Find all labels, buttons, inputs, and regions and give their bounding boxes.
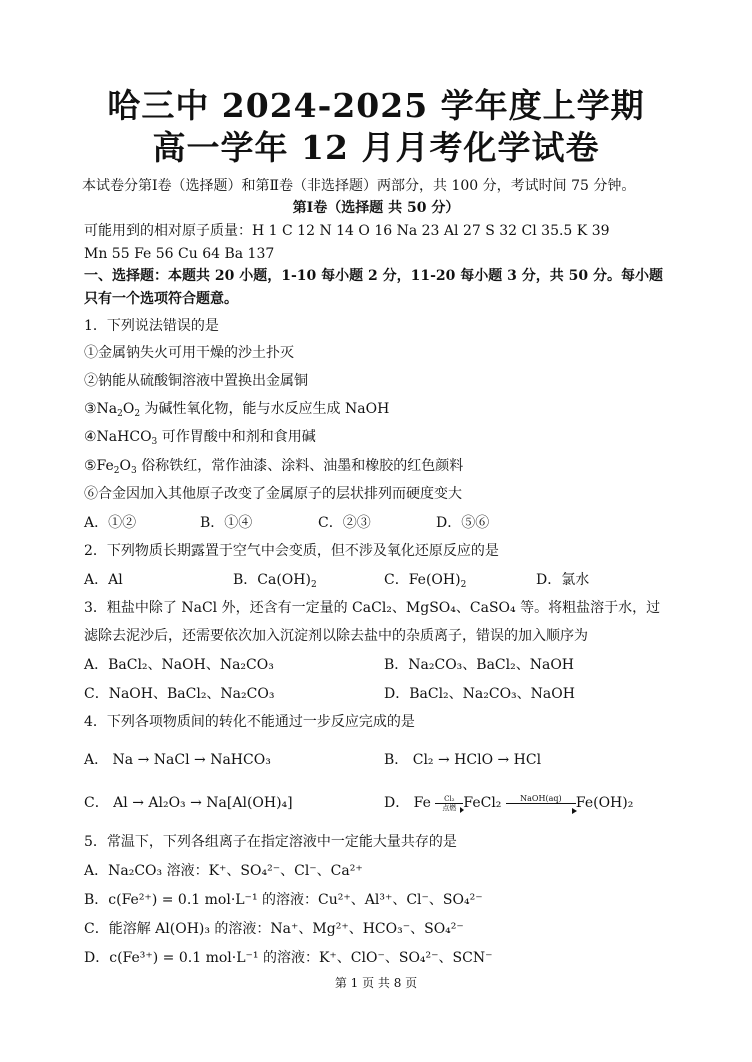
q1-s3-b: O — [122, 401, 135, 417]
q5-option-d: D．c(Fe³⁺) = 0.1 mol·L⁻¹ 的溶液：K⁺、ClO⁻、SO₄²⁻、SCN⁻ — [84, 950, 493, 966]
q4-option-c: C． Al → Al₂O₃ → Na[Al(OH)₄] — [84, 795, 293, 811]
q5-option-c: C．能溶解 Al(OH)₃ 的溶液：Na⁺、Mg²⁺、HCO₃⁻、SO₄²⁻ — [84, 921, 464, 937]
q3-option-d: D．BaCl₂、Na₂CO₃、NaOH — [384, 686, 575, 702]
reaction-arrow-icon — [506, 794, 576, 813]
atomic-masses-line1: 可能用到的相对原子质量：H 1 C 12 N 14 O 16 Na 23 Al 27 S 32 Cl 35.5 K 39 — [84, 223, 610, 239]
title-part-2: 试卷 — [531, 128, 600, 167]
q1-stem: 1．下列说法错误的是 — [84, 318, 219, 334]
q2-option-d: D．氯水 — [536, 572, 590, 588]
q1-statement-3: $③Na_2O_2$ 为碱性氧化物，能与水反应生成 NaOH — [84, 401, 390, 419]
title-subject: 化学 — [463, 128, 532, 167]
q3-stem-line2: 滤除去泥沙后，还需要依次加入沉淀剂以除去盐中的杂质离子，错误的加入顺序为 — [84, 628, 588, 644]
q1-s5-a: ⑤Fe — [84, 458, 114, 474]
q1-s3-a: ③Na — [84, 401, 118, 417]
section-heading: 第Ⅰ卷（选择题 共 50 分） — [292, 200, 460, 216]
q4-stem: 4．下列各项物质间的转化不能通过一步反应完成的是 — [84, 714, 415, 730]
q1-option-c: C．②③ — [318, 515, 371, 531]
q1-statement-4: ④NaHCO$_3$ 可作胃酸中和剂和食用碱 — [84, 429, 316, 447]
q1-statement-1: ①金属钠失火可用干燥的沙土扑灭 — [84, 345, 294, 361]
q4-d-end: Fe(OH)₂ — [575, 795, 634, 811]
q4-d-cond1-top: Cl₂ — [444, 794, 455, 803]
q1-s5-c: 俗称铁红，常作油漆、涂料、油墨和橡胶的红色颜料 — [136, 458, 464, 474]
q1-statement-6: ⑥合金因加入其他原子改变了金属原子的层状排列而硬度变大 — [84, 486, 462, 502]
q4-option-a: A． Na → NaCl → NaHCO₃ — [84, 752, 271, 768]
part1-instructions-line2: 只有一个选项符合题意。 — [84, 291, 238, 307]
q1-s4-b: 可作胃酸中和剂和食用碱 — [157, 429, 316, 445]
exam-title-line2 — [0, 128, 752, 168]
q2-option-a: A．Al — [84, 572, 123, 588]
q1-option-d: D．⑤⑥ — [436, 515, 490, 531]
q4-option-d — [384, 793, 633, 813]
part1-instructions-line1: 一、选择题：本题共 20 小题，1-10 每小题 2 分，11-20 每小题 3 分，共 50 分。每小题 — [84, 268, 663, 284]
q3-option-a: A．BaCl₂、NaOH、Na₂CO₃ — [84, 657, 274, 673]
page-footer: 第 1 页 共 8 页 — [334, 976, 418, 990]
exam-title-line1: 哈三中 2024-2025 学年度上学期 — [107, 86, 645, 125]
q1-statement-5: $⑤Fe_2O_3$ 俗称铁红，常作油漆、涂料、油墨和橡胶的红色颜料 — [84, 458, 464, 476]
q1-option-b: B．①④ — [200, 515, 253, 531]
q5-option-a: A．Na₂CO₃ 溶液：K⁺、SO₄²⁻、Cl⁻、Ca²⁺ — [84, 863, 363, 879]
q5-option-b: B．c(Fe²⁺) = 0.1 mol·L⁻¹ 的溶液：Cu²⁺、Al³⁺、Cl⁻、SO₄²⁻ — [84, 892, 483, 908]
q4-option-b: B． Cl₂ → HClO → HCl — [384, 752, 542, 768]
exam-intro: 本试卷分第Ⅰ卷（选择题）和第Ⅱ卷（非选择题）两部分，共 100 分，考试时间 75 分钟。 — [82, 178, 636, 194]
q3-option-c: C．NaOH、BaCl₂、Na₂CO₃ — [84, 686, 275, 702]
q3-option-b: B．Na₂CO₃、BaCl₂、NaOH — [384, 657, 575, 673]
q4-d-middle: FeCl₂ — [463, 795, 502, 811]
q5-stem: 5．常温下，下列各组离子在指定溶液中一定能大量共存的是 — [84, 834, 457, 850]
q2-stem: 2．下列物质长期露置于空气中会变质，但不涉及氧化还原反应的是 — [84, 543, 499, 559]
q3-stem-line1: 3．粗盐中除了 NaCl 外，还含有一定量的 CaCl₂、MgSO₄、CaSO₄ 等。将粗盐溶于水，过 — [84, 600, 661, 616]
q1-s5-b: O — [119, 458, 132, 474]
title-part-1: 高一学年 12 月月考 — [152, 128, 464, 167]
q2-option-b-text: B．Ca(OH) — [233, 572, 311, 588]
q2-option-b: B．$Ca(OH)_2$ — [233, 572, 317, 590]
q4-d-start: D． Fe — [384, 795, 431, 811]
q4-d-cond1-bottom: 点燃 — [442, 803, 457, 812]
q2-option-c: C．$Fe(OH)_2$ — [384, 572, 467, 590]
q4-d-cond2-top: NaOH(aq) — [520, 793, 562, 803]
q1-statement-2: ②钠能从硫酸铜溶液中置换出金属铜 — [84, 373, 308, 389]
q1-s3-c: 为碱性氧化物，能与水反应生成 NaOH — [140, 401, 390, 417]
q1-s4-a: ④NaHCO — [84, 429, 152, 445]
q2-option-c-text: C．Fe(OH) — [384, 572, 461, 588]
reaction-arrow-icon — [435, 795, 463, 812]
q1-option-a: A．①② — [84, 515, 137, 531]
atomic-masses-line2: Mn 55 Fe 56 Cu 64 Ba 137 — [84, 246, 275, 262]
